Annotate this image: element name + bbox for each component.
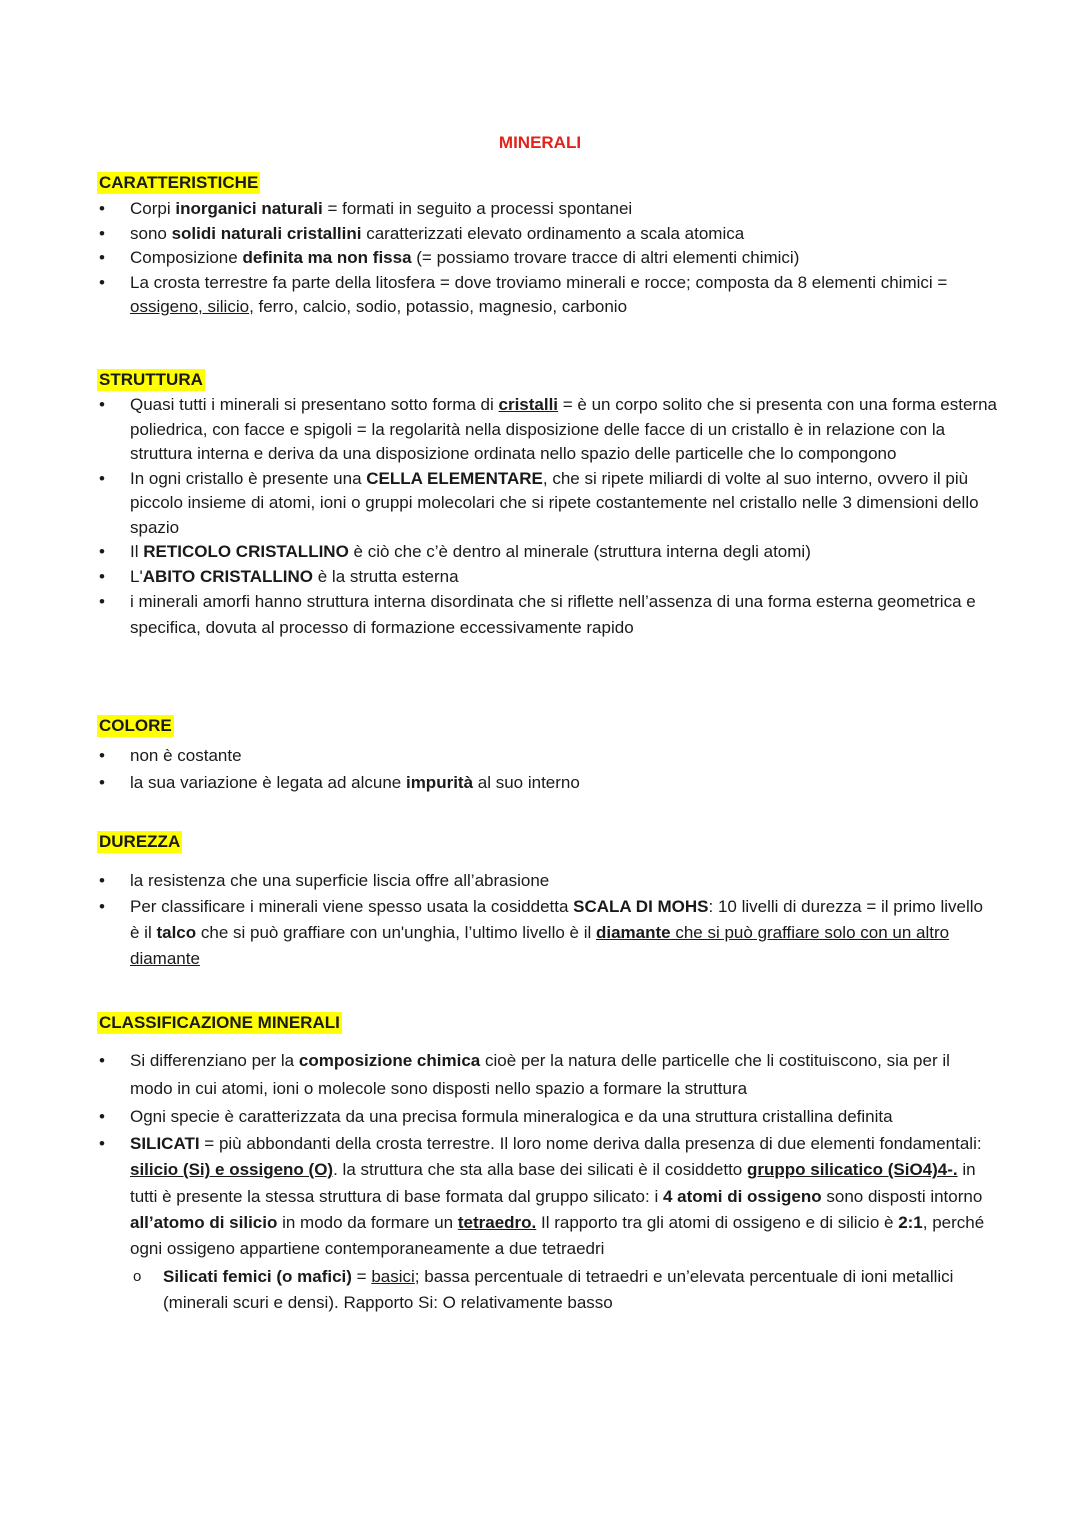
list-item: • La crosta terrestre fa parte della litosfera = dove troviamo minerali e rocce; composta da 8 elementi chimici = ossigeno, silicio, ferro, calcio, sodio, potassio, magnesio, carbonio [97,271,997,320]
list-item: • Per classificare i minerali viene spesso usata la cosiddetta SCALA DI MOHS: 10 livelli di durezza = il primo livello è il talco che si può graffiare con un'unghia, l’ultimo livello è il diamante che si può graffiare solo con un altro diamante [97,894,997,972]
heading-durezza: DUREZZA [99,832,181,851]
list-item: • SILICATI = più abbondanti della crosta terrestre. Il loro nome deriva dalla presenza di due elementi fondamentali: silicio (Si) e ossigeno (O). la struttura che sta alla base dei silicati è il cosiddetto gruppo silicatico (SiO4)4-. in tutti è presente la stessa struttura di base formata dal gruppo silicato: i 4 atomi di ossigeno sono disposti intorno all’atomo di silicio in modo da formare un tetraedro. Il rapporto tra gli atomi di ossigeno e di silicio è 2:1, perché ogni ossigeno appartiene contemporaneamente a due tetraedri o Silicati femici (o mafici) = basici; bassa percentuale di tetraedri e un’elevata percentuale di ioni metallici (minerali scuri e densi). Rapporto Si: O relativamente basso [97,1131,997,1316]
list-classificazione [97,1047,997,1316]
list-item: • i minerali amorfi hanno struttura interna disordinata che si riflette nell’assenza di una forma esterna geometrica e specifica, dovuta al processo di formazione eccessivamente rapido [97,589,997,641]
list-item: • In ogni cristallo è presente una CELLA ELEMENTARE, che si ripete miliardi di volte al suo interno, ovvero il più piccolo insieme di atomi, ioni o gruppi molecolari che si ripete costantemente nel cristallo nelle 3 dimensioni dello spazio [97,467,997,541]
list-item: • L'ABITO CRISTALLINO è la strutta esterna [97,565,997,590]
page-title: MINERALI [498,133,582,152]
list-item: • Ogni specie è caratterizzata da una precisa formula mineralogica e da una struttura cristallina definita [97,1103,997,1131]
section-caratteristiche [97,172,997,320]
section-colore [97,715,997,796]
list-item: • Quasi tutti i minerali si presentano sotto forma di cristalli = è un corpo solito che si presenta con una forma esterna poliedrica, con facce e spigoli = la regolarità nella disposizione delle facce di un cristallo è in relazione con la struttura interna e deriva da una disposizione ordinata nello spazio delle particelle che lo compongono [97,393,997,467]
heading-classificazione: CLASSIFICAZIONE MINERALI [99,1013,340,1032]
list-struttura [97,393,997,641]
heading-struttura: STRUTTURA [99,370,203,389]
heading-caratteristiche: CARATTERISTICHE [99,173,259,192]
list-durezza [97,867,997,972]
section-struttura [97,369,997,641]
list-item: • Corpi inorganici naturali = formati in seguito a processi spontanei [97,197,997,222]
list-colore [97,742,997,796]
list-item: • non è costante [97,742,997,769]
list-caratteristiche [97,197,997,320]
sub-list-item: o Silicati femici (o mafici) = basici; bassa percentuale di tetraedri e un’elevata percentuale di ioni metallici (minerali scuri e densi). Rapporto Si: O relativamente basso [97,1264,997,1316]
sublist-silicati [130,1264,997,1316]
list-item: • la resistenza che una superficie liscia offre all’abrasione [97,867,997,894]
section-classificazione [97,1012,997,1316]
section-durezza [97,831,997,972]
list-item: • Si differenziano per la composizione chimica cioè per la natura delle particelle che li costituiscono, sia per il modo in cui atomi, ioni o molecole sono disposti nello spazio a formare la struttura [97,1047,997,1103]
list-item: • la sua variazione è legata ad alcune impurità al suo interno [97,769,997,796]
list-item: • Composizione definita ma non fissa (= possiamo trovare tracce di altri elementi chimici) [97,246,997,271]
heading-colore: COLORE [99,716,172,735]
list-item: • Il RETICOLO CRISTALLINO è ciò che c’è dentro al minerale (struttura interna degli atomi) [97,540,997,565]
list-item: • sono solidi naturali cristallini caratterizzati elevato ordinamento a scala atomica [97,222,997,247]
